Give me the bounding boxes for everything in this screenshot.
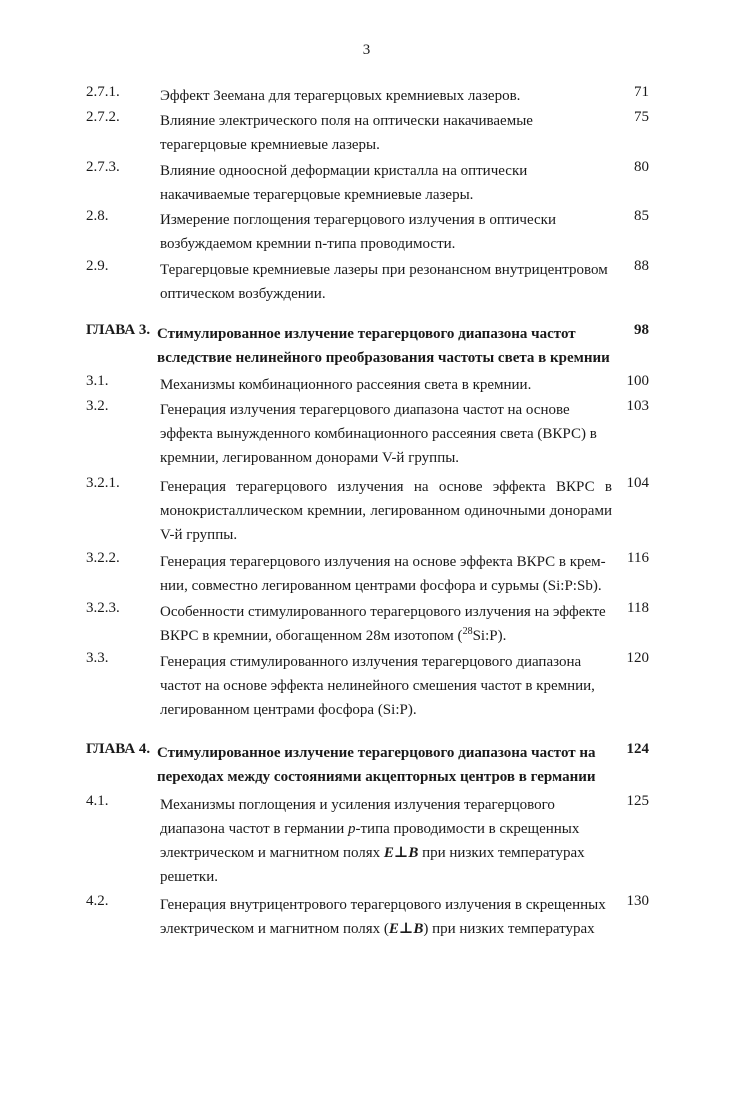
entry-title-line: решетки.: [160, 869, 218, 885]
isotope-superscript: 28: [462, 626, 473, 637]
entry-title-line-composite: [160, 817, 612, 841]
entry-title-text: электрическом и магнитном полях (: [160, 921, 389, 937]
field-notation: E⊥B: [383, 845, 419, 861]
entry-title-line-composite: [160, 841, 612, 865]
entry-title-line: терагерцовые кремниевые лазеры.: [160, 137, 380, 153]
entry-title-line: кремнии, легированном донорами V-й группы.: [160, 450, 460, 466]
field-notation: E⊥B: [388, 921, 424, 937]
entry-title-text: ) при низких температурах: [423, 921, 595, 937]
entry-title-line: Генерация терагерцового излучения на основе эффекта ВКРС в крем-: [160, 554, 606, 570]
chapter-title-line: вследствие нелинейного преобразования частоты света в кремнии: [157, 350, 610, 366]
entry-title-line: эффекта вынужденного комбинационного рассеяния света (ВКРС) в: [160, 426, 597, 442]
entry-title-text: диапазона частот в германии: [160, 821, 348, 837]
entry-number: 3.2.1.: [86, 475, 120, 491]
entry-number: 3.2.3.: [86, 600, 120, 616]
entry-title-line: Терагерцовые кремниевые лазеры при резонансном внутрицентровом: [160, 262, 608, 278]
entry-page: 75: [634, 109, 649, 125]
entry-title-line: оптическом возбуждении.: [160, 286, 326, 302]
entry-title-text: -типа проводимости в скрещенных: [355, 821, 580, 837]
entry-number: 2.9.: [86, 258, 109, 274]
entry-title-line: нии, совместно легированном центрами фосфора и сурьмы (Si:P:Sb).: [160, 578, 602, 594]
entry-title-line: Генерация стимулированного излучения терагерцового диапазона: [160, 654, 582, 670]
entry-title-line: Влияние одноосной деформации кристалла на оптически: [160, 163, 528, 179]
entry-page: 104: [626, 475, 649, 491]
entry-title-line: Особенности стимулированного терагерцового излучения на эффекте: [160, 604, 606, 620]
entry-title-line: Механизмы комбинационного рассеяния света в кремнии.: [160, 377, 532, 393]
entry-title-line: Влияние электрического поля на оптически накачиваемые: [160, 113, 533, 129]
entry-title-text: при низких температурах: [418, 845, 585, 861]
entry-title-text: электрическом и магнитном полях: [160, 845, 384, 861]
entry-page: 103: [626, 398, 649, 414]
entry-title-line: монокристаллическом кремнии, легированном одиночными донорами: [160, 503, 612, 519]
entry-number: 3.2.2.: [86, 550, 120, 566]
entry-number: 2.8.: [86, 208, 109, 224]
entry-title-line: V-й группы.: [160, 527, 238, 543]
chapter-number: ГЛАВА 4.: [86, 741, 151, 757]
entry-title-line: Измерение поглощения терагерцового излучения в оптически: [160, 212, 556, 228]
entry-page: 85: [634, 208, 649, 224]
entry-title-line: возбуждаемом кремнии n-типа проводимости.: [160, 236, 456, 252]
entry-page: 118: [627, 600, 649, 616]
entry-title-line-composite: [160, 917, 612, 941]
entry-number: 4.2.: [86, 893, 109, 909]
entry-title-text: ВКРС в кремнии, обогащенном 28м изотопом (: [160, 628, 463, 644]
entry-title-line: легированном центрами фосфора (Si:P).: [160, 702, 417, 718]
entry-title-line-composite: [160, 624, 612, 648]
chapter-title-line: переходах между состояниями акцепторных центров в германии: [157, 769, 596, 785]
page-number: 3: [362, 42, 371, 58]
entry-number: 3.2.: [86, 398, 109, 414]
entry-number: 3.3.: [86, 650, 109, 666]
entry-title-line: Генерация внутрицентрового терагерцового излучения в скрещенных: [160, 897, 606, 913]
variable-p: p: [348, 821, 356, 837]
entry-title-line: частот на основе эффекта нелинейного смешения частот в кремнии,: [160, 678, 595, 694]
entry-page: 120: [626, 650, 649, 666]
entry-page: 125: [626, 793, 649, 809]
entry-page: 80: [634, 159, 649, 175]
entry-title-line: Генерация терагерцового излучения на основе эффекта ВКРС в: [160, 479, 612, 495]
entry-page: 88: [634, 258, 649, 274]
entry-number: 2.7.2.: [86, 109, 120, 125]
entry-title-line: Механизмы поглощения и усиления излучения терагерцового: [160, 797, 555, 813]
entry-number: 2.7.3.: [86, 159, 120, 175]
entry-number: 4.1.: [86, 793, 109, 809]
entry-page: 130: [626, 893, 649, 909]
chapter-title-line: Стимулированное излучение терагерцового диапазона частот на: [157, 745, 596, 761]
entry-title-line: накачиваемые терагерцовые кремниевые лазеры.: [160, 187, 474, 203]
chapter-title-line: Стимулированное излучение терагерцового диапазона частот: [157, 326, 576, 342]
entry-title-line: Эффект Зеемана для терагерцовых кремниевых лазеров.: [160, 88, 521, 104]
entry-number: 3.1.: [86, 373, 109, 389]
entry-page: 71: [634, 84, 649, 100]
entry-page: 100: [626, 373, 649, 389]
chapter-page: 98: [634, 322, 649, 338]
chapter-page: 124: [626, 741, 649, 757]
entry-number: 2.7.1.: [86, 84, 120, 100]
entry-page: 116: [627, 550, 649, 566]
entry-title-text: Si:P).: [472, 628, 507, 644]
entry-title-line: Генерация излучения терагерцового диапазона частот на основе: [160, 402, 570, 418]
chapter-number: ГЛАВА 3.: [86, 322, 151, 338]
